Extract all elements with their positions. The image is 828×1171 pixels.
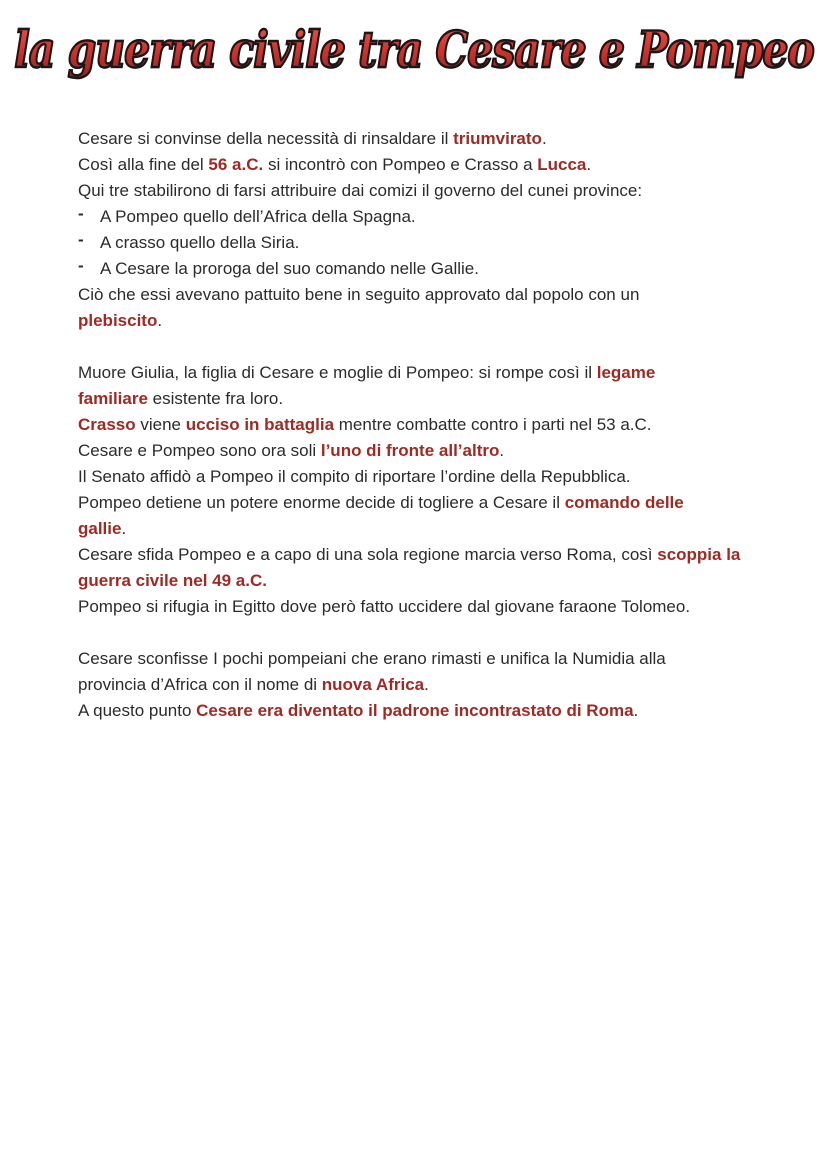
text-run: Ciò che essi avevano pattuito bene in seguito approvato dal popolo con un	[78, 285, 640, 304]
text-run: A Cesare la proroga del suo comando nelle Gallie.	[100, 259, 479, 278]
line-text	[78, 181, 642, 200]
line-text	[78, 311, 162, 330]
text-run: esistente fra loro.	[147, 389, 284, 408]
text-line	[78, 568, 778, 594]
text-line	[78, 386, 778, 412]
line-text	[78, 519, 126, 538]
text-run: A questo punto	[78, 701, 197, 720]
line-text	[78, 363, 655, 382]
text-line	[78, 282, 778, 308]
text-line	[78, 360, 778, 386]
line-text	[100, 256, 479, 282]
line-text	[78, 571, 267, 590]
text-run: si incontrò con Pompeo e Crasso a	[263, 155, 538, 174]
highlight-run: scoppia la	[657, 545, 741, 564]
paragraph-spacer	[78, 334, 778, 360]
text-run: .	[121, 519, 127, 538]
text-run: Cesare si convinse della necessità di rinsaldare il	[78, 129, 454, 148]
bullet-marker: -	[78, 230, 84, 249]
text-run: .	[633, 701, 639, 720]
bullet-marker: -	[78, 204, 84, 223]
highlight-run: 56 a.C.	[208, 155, 264, 174]
text-run: .	[586, 155, 592, 174]
text-run: A crasso quello della Siria.	[100, 233, 300, 252]
text-line	[78, 490, 778, 516]
text-run: Cesare sfida Pompeo e a capo di una sola regione marcia verso Roma, così	[78, 545, 658, 564]
bullet-item	[78, 230, 778, 256]
highlight-run: Cesare era diventato il padrone incontrastato di Roma	[196, 701, 634, 720]
text-line	[78, 178, 778, 204]
line-text	[78, 389, 283, 408]
bullet-item	[78, 204, 778, 230]
highlight-run: Crasso	[78, 415, 136, 434]
bullet-item	[78, 256, 778, 282]
text-run: .	[541, 129, 547, 148]
text-line	[78, 126, 778, 152]
line-text	[78, 493, 684, 512]
text-run: Qui tre stabilirono di farsi attribuire dai comizi il governo del cunei province:	[78, 181, 643, 200]
highlight-run: legame	[596, 363, 656, 382]
line-text	[78, 129, 547, 148]
text-run: .	[157, 311, 163, 330]
line-text	[78, 467, 631, 486]
highlight-run: l’uno di fronte all’altro	[320, 441, 500, 460]
line-text	[78, 675, 429, 694]
line-text	[78, 649, 666, 668]
line-text	[100, 204, 416, 230]
text-run: Muore Giulia, la figlia di Cesare e moglie di Pompeo: si rompe così il	[78, 363, 597, 382]
line-text	[78, 545, 740, 564]
line-text	[78, 441, 504, 460]
text-line	[78, 646, 778, 672]
page-title: la guerra civile tra Cesare e Pompeo	[0, 16, 828, 84]
highlight-run: gallie	[78, 519, 122, 538]
text-run: Cesare e Pompeo sono ora soli	[78, 441, 321, 460]
paragraph-spacer	[78, 620, 778, 646]
text-line	[78, 542, 778, 568]
highlight-run: familiare	[78, 389, 148, 408]
text-run: viene	[135, 415, 186, 434]
text-run: mentre combatte contro i parti nel 53 a.C.	[334, 415, 652, 434]
text-run: Cesare sconfisse I pochi pompeiani che erano rimasti e unifica la Numidia alla	[78, 649, 666, 668]
text-line	[78, 516, 778, 542]
text-line	[78, 412, 778, 438]
bullet-marker: -	[78, 256, 84, 275]
line-text	[78, 155, 591, 174]
text-line	[78, 698, 778, 724]
text-run: A Pompeo quello dell’Africa della Spagna.	[100, 207, 416, 226]
text-line	[78, 464, 778, 490]
highlight-run: comando delle	[564, 493, 684, 512]
highlight-run: Lucca	[537, 155, 587, 174]
line-text	[78, 701, 638, 720]
document-body	[78, 126, 778, 724]
line-text	[78, 415, 652, 434]
highlight-run: plebiscito	[78, 311, 158, 330]
text-line	[78, 672, 778, 698]
text-run: Pompeo si rifugia in Egitto dove però fatto uccidere dal giovane faraone Tolomeo.	[78, 597, 691, 616]
line-text	[100, 230, 299, 256]
text-line	[78, 594, 778, 620]
text-run: .	[424, 675, 429, 694]
highlight-run: ucciso in battaglia	[185, 415, 335, 434]
line-text	[78, 285, 639, 304]
highlight-run: triumvirato	[453, 129, 542, 148]
text-line	[78, 308, 778, 334]
line-text	[78, 597, 690, 616]
text-run: Il Senato affidò a Pompeo il compito di riportare l’ordine della Repubblica.	[78, 467, 631, 486]
text-run: Pompeo detiene un potere enorme decide di togliere a Cesare il	[78, 493, 565, 512]
text-run: Così alla fine del	[78, 155, 209, 174]
text-line	[78, 152, 778, 178]
highlight-run: nuova Africa	[321, 675, 425, 694]
text-run: provincia d’Africa con il nome di	[78, 675, 322, 694]
text-run: .	[499, 441, 505, 460]
highlight-run: guerra civile nel 49 a.C.	[78, 571, 267, 590]
text-line	[78, 438, 778, 464]
